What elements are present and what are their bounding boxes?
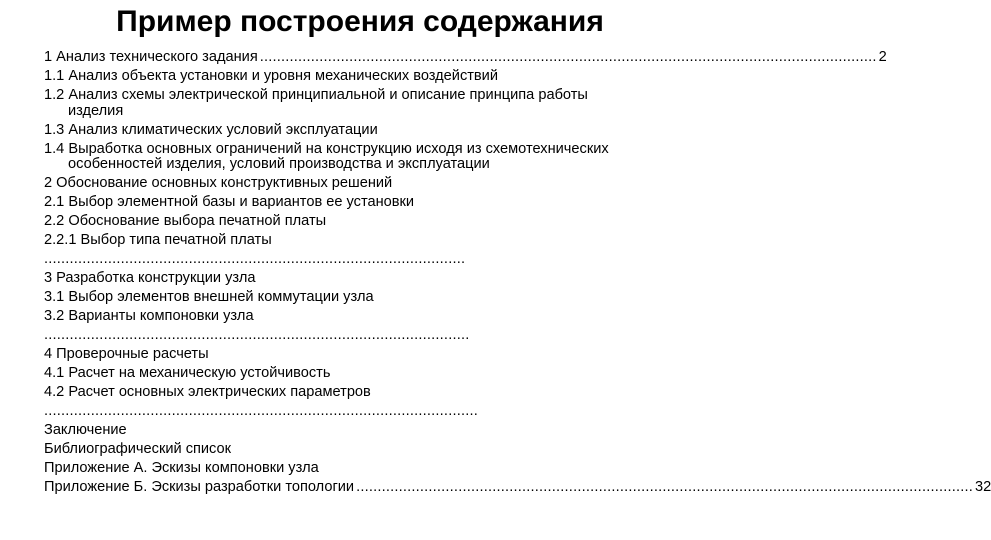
toc-entry: Заключение — [44, 422, 127, 438]
dot-leader-line: .................................................................................................... — [44, 327, 470, 343]
toc-entry-line: 1.2 Анализ схемы электрической принципиальной и описание принципа работы — [44, 87, 588, 103]
toc-entry: 4 Проверочные расчеты — [44, 346, 209, 362]
toc-entry-continuation: особенностей изделия, условий производства и эксплуатации — [68, 156, 490, 172]
toc-page-number: 2 — [878, 49, 887, 65]
toc-entry: 1.3 Анализ климатических условий эксплуатации — [44, 121, 378, 138]
toc-entry-label: Приложение Б. Эскизы разработки топологии — [44, 479, 355, 495]
toc-page-number: 32 — [975, 479, 991, 495]
toc-entry-continuation: изделия — [68, 102, 124, 119]
toc-entry: 3.2 Варианты компоновки узла — [44, 308, 254, 324]
toc-entry: 2.1 Выбор элементной базы и вариантов ее установки — [44, 194, 415, 210]
toc-entry: 3.1 Выбор элементов внешней коммутации узла — [44, 289, 374, 305]
toc-entry-row — [44, 478, 991, 497]
toc-entry: 1.1 Анализ объекта установки и уровня механических воздействий — [44, 68, 498, 84]
toc-entry — [44, 140, 694, 175]
toc-entry-row — [44, 48, 887, 67]
toc-entry: 3 Разработка конструкции узла — [44, 270, 256, 286]
toc-entry: 4.2 Расчет основных электрических параметров — [44, 384, 371, 400]
toc-entry-label: 1 Анализ технического задания — [44, 49, 258, 65]
toc-entry: 4.1 Расчет на механическую устойчивость — [44, 365, 331, 381]
toc-entry — [44, 48, 887, 67]
toc-entry: 2.2.1 Выбор типа печатной платы — [44, 232, 272, 248]
dot-leader: ................................................................................................................................................. — [259, 49, 877, 65]
table-of-contents — [44, 48, 991, 497]
toc-entry-line: 1.4 Выработка основных ограничений на конструкцию исходя из схемотехнических — [44, 140, 609, 157]
toc-entry — [44, 478, 991, 497]
toc-entry: 2.2 Обоснование выбора печатной платы — [44, 213, 327, 229]
toc-entry: Приложение А. Эскизы компоновки узла — [44, 460, 319, 476]
dot-leader: ................................................................................................................................................. — [356, 479, 973, 495]
toc-entry: Библиографический список — [44, 441, 232, 457]
toc-entry — [44, 86, 694, 121]
toc-entry: 2 Обоснование основных конструктивных решений — [44, 175, 393, 191]
page-title: Пример построения содержания — [116, 5, 604, 38]
dot-leader-line: ................................................................................................... — [44, 251, 466, 267]
dot-leader-line: ...................................................................................................... — [44, 403, 478, 419]
